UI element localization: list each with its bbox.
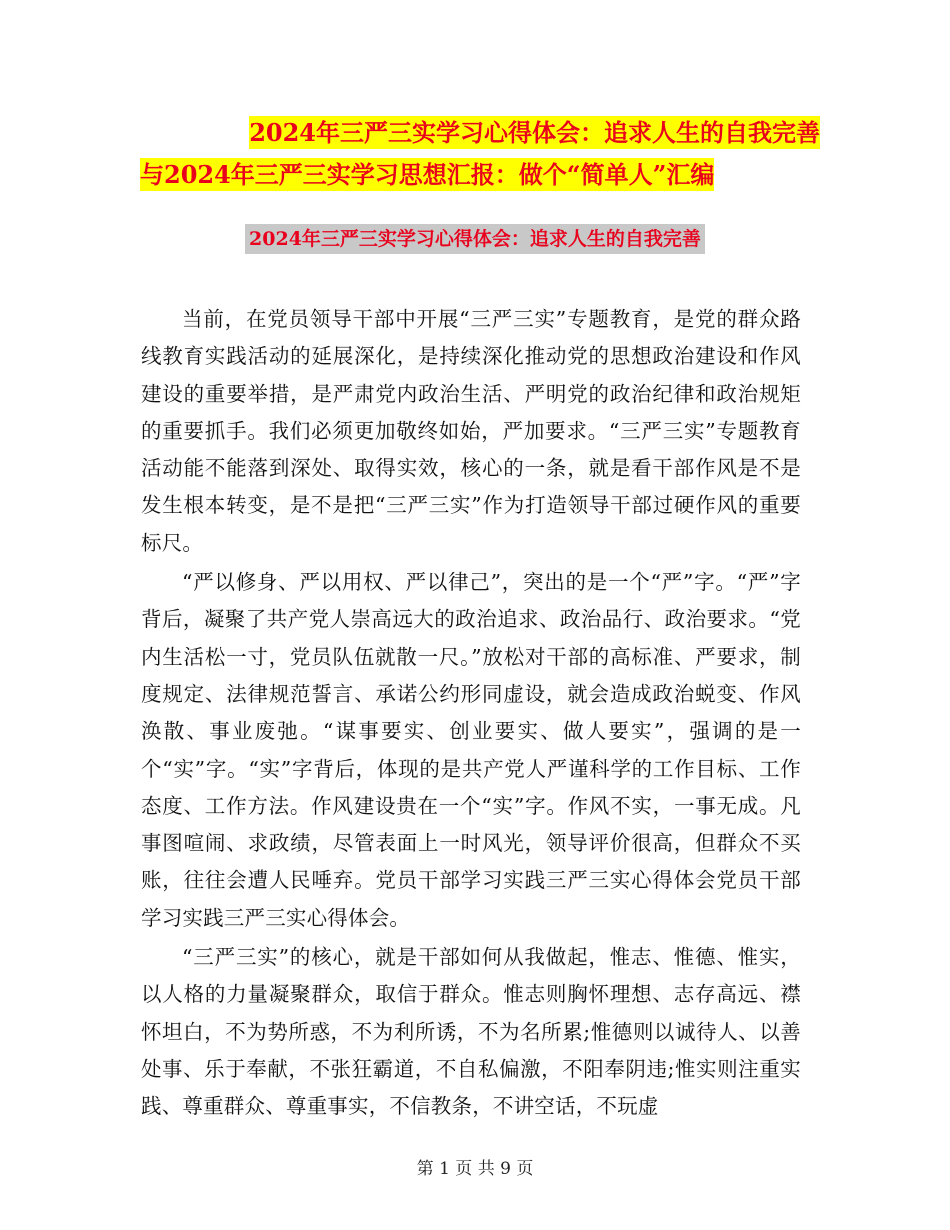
section-heading bbox=[0, 222, 950, 254]
title-line-1-text: 2024年三严三实学习心得体会：追求人生的自我完善 bbox=[249, 118, 820, 147]
body-text bbox=[141, 301, 801, 1128]
paragraph-1: 当前，在党员领导干部中开展“三严三实”专题教育，是党的群众路线教育实践活动的延展深化，是持续深化推动党的思想政治建设和作风建设的重要举措，是严肃党内政治生活、严明党的政治纪律和政治规矩的重要抓手。我们必须更加敬终如始，严加要求。“三严三实”专题教育活动能不能落到深处、取得实效，核心的一条，就是看干部作风是不是发生根本转变，是不是把“三严三实”作为打造领导干部过硬作风的重要标尺。 bbox=[141, 307, 801, 555]
document-title bbox=[140, 112, 820, 196]
paragraph-2: “严以修身、严以用权、严以律己”，突出的是一个“严”字。“严”字背后，凝聚了共产党人崇高远大的政治追求、政治品行、政治要求。“党内生活松一寸，党员队伍就散一尺。”放松对干部的高标准、严要求，制度规定、法律规范誓言、承诺公约形同虚设，就会造成政治蜕变、作风涣散、事业废弛。“谋事要实、创业要实、做人要实”，强调的是一个“实”字。“实”字背后，体现的是共产党人严谨科学的工作目标、工作态度、工作方法。作风建设贵在一个“实”字。作风不实，一事无成。凡事图喧闹、求政绩，尽管表面上一时风光，领导评价很高，但群众不买账，往往会遭人民唾弃。党员干部学习实践三严三实心得体会党员干部学习实践三严三实心得体会。 bbox=[141, 570, 801, 930]
paragraph-3: “三严三实”的核心，就是干部如何从我做起，惟志、惟德、惟实，以人格的力量凝聚群众，取信于群众。惟志则胸怀理想、志存高远、襟怀坦白，不为势所惑，不为利所诱，不为名所累;惟德则以诚待人、以善处事、乐于奉献，不张狂霸道，不自私偏激，不阳奉阴违;惟实则注重实践、尊重群众、尊重事实，不信教条，不讲空话，不玩虚 bbox=[141, 945, 801, 1119]
title-line-1 bbox=[140, 112, 820, 154]
section-heading-text: 2024年三严三实学习心得体会：追求人生的自我完善 bbox=[245, 224, 705, 254]
title-line-2-text: 与2024年三严三实学习思想汇报：做个“简单人”汇编 bbox=[140, 160, 715, 189]
title-line-2 bbox=[140, 154, 820, 196]
page-footer: 第 1 页 共 9 页 bbox=[416, 1159, 534, 1179]
